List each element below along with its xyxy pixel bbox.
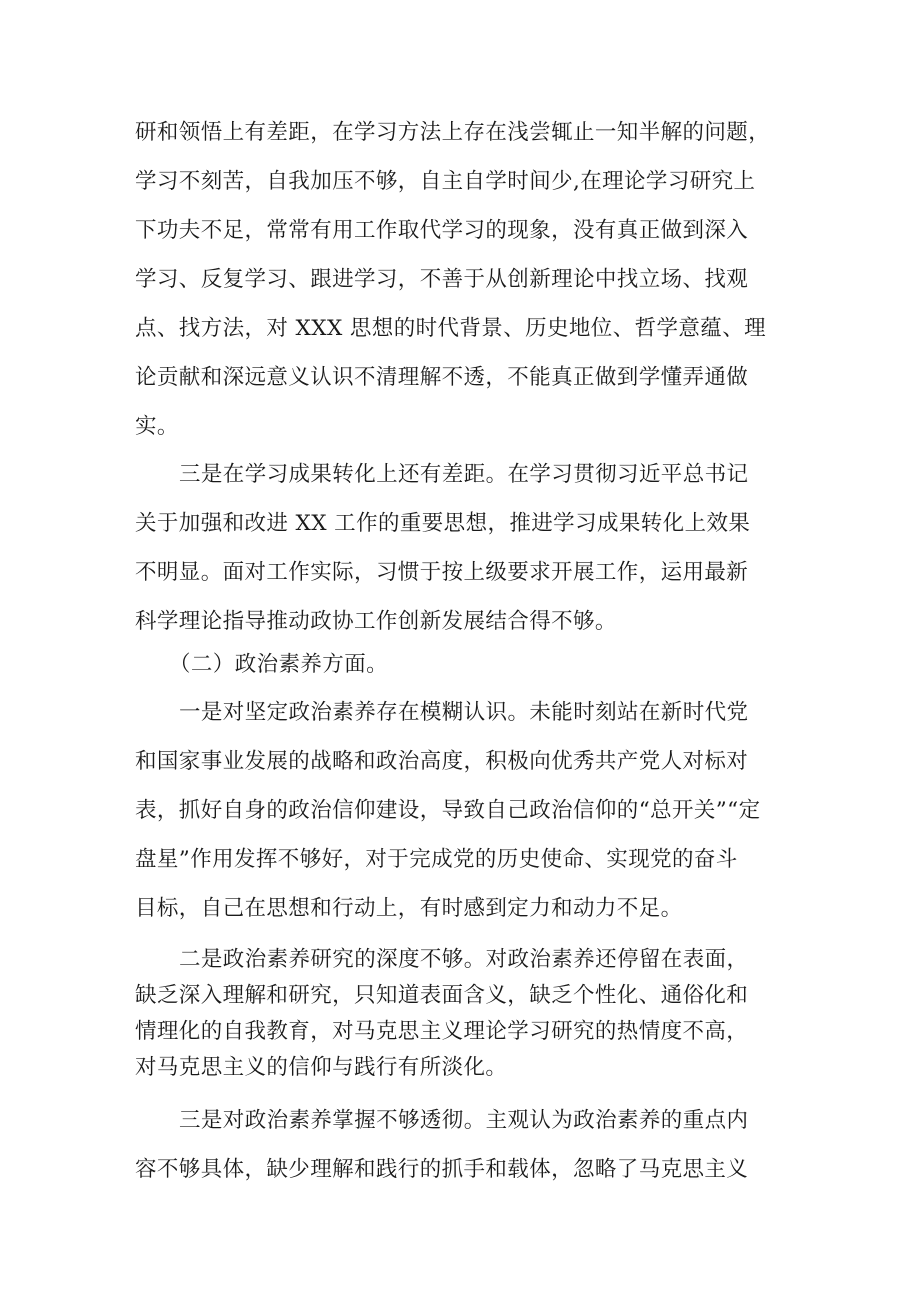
text-line: 科学理论指导推动政协工作创新发展结合得不够。: [135, 609, 617, 634]
section-heading: （二）政治素养方面。: [169, 652, 389, 677]
text-line: 关于加强和改进 XX 工作的重要思想，推进学习成果转化上效果: [135, 511, 751, 536]
text-line: 三是对政治素养掌握不够透彻。主观认为政治素养的重点内: [179, 1108, 749, 1133]
paragraph-continuation: [135, 108, 795, 451]
text-line: 学习、反复学习、跟进学习，不善于从创新理论中找立场、找观: [135, 267, 749, 292]
text-line: 下功夫不足，常常有用工作取代学习的现象，没有真正做到深入: [135, 218, 749, 243]
text-line: 对马克思主义的信仰与践行有所淡化。: [135, 1055, 508, 1080]
paragraph-study-transform: [135, 450, 795, 646]
text-line: 和国家事业发展的战略和政治高度，积极向优秀共产党人对标对: [135, 749, 749, 774]
text-line: 缺乏深入理解和研究，只知道表面含义，缺乏个性化、通俗化和: [135, 983, 749, 1008]
paragraph-political-2: [135, 942, 795, 1086]
text-line: 学习不刻苦，自我加压不够，自主自学时间少,在理论学习研究上: [135, 169, 756, 194]
text-line: 研和领悟上有差距，在学习方法上存在浅尝辄止一知半解的问题，: [135, 120, 771, 145]
paragraph-political-3: [135, 1096, 795, 1194]
text-line: 盘星”作用发挥不够好，对于完成党的历史使命、实现党的奋斗: [135, 847, 738, 872]
text-line: 三是在学习成果转化上还有差距。在学习贯彻习近平总书记: [179, 462, 749, 487]
text-line: 容不够具体，缺少理解和践行的抓手和载体，忽略了马克思主义: [135, 1157, 749, 1182]
text-line: 实。: [135, 414, 179, 439]
text-line: 一是对坚定政治素养存在模糊认识。未能时刻站在新时代党: [179, 700, 749, 725]
text-line: 情理化的自我教育，对马克思主义理论学习研究的热情度不高，: [135, 1019, 749, 1044]
section-heading-block: [135, 640, 795, 689]
text-line: 论贡献和深远意义认识不清理解不透，不能真正做到学懂弄通做: [135, 365, 749, 390]
text-line: 二是政治素养研究的深度不够。对政治素养还停留在表面，: [179, 947, 749, 972]
paragraph-political-1: [135, 688, 795, 933]
text-line: 表，抓好自身的政治信仰建设，导致自己政治信仰的“总开关”“定: [135, 798, 761, 823]
text-line: 目标，自己在思想和行动上，有时感到定力和动力不足。: [135, 896, 683, 921]
text-line: 点、找方法，对 XXX 思想的时代背景、历史地位、哲学意蕴、理: [135, 316, 766, 341]
text-line: 不明显。面对工作实际，习惯于按上级要求开展工作，运用最新: [135, 560, 749, 585]
